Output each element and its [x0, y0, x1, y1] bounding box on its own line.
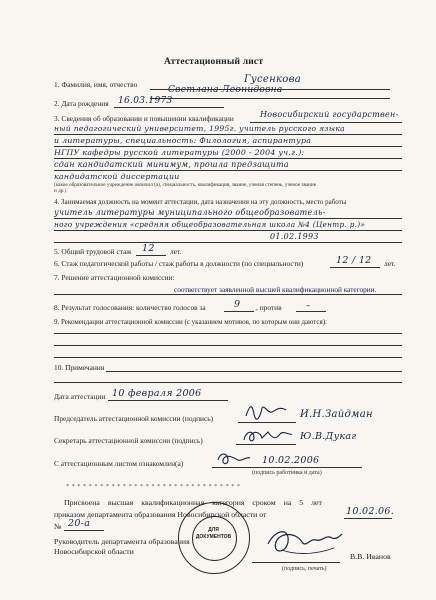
vote-against-label: , против: [256, 303, 282, 312]
secretary-name: Ю.В.Дукаг: [300, 431, 357, 442]
ped-service-label: 6. Стаж педагогической работы / стаж работы в должности (по специальности): [54, 259, 304, 268]
total-service-unit: лет.: [170, 247, 182, 256]
recommend-line-1: [54, 333, 402, 334]
education-label: 3. Сведения об образовании и повышении квалификации: [54, 114, 234, 123]
education-underline-1: [250, 122, 402, 123]
position-underline-1: [54, 218, 402, 219]
notes-label: 10. Примечания: [54, 363, 105, 372]
education-line-6: кандидатской диссертации: [54, 172, 180, 181]
order-number-underline: [64, 530, 104, 531]
name-underline-2: [150, 98, 390, 99]
position-underline-3: [54, 242, 402, 243]
education-line-4: НГПУ кафедры русской литературы (2000 - 2004 уч.г.):: [54, 148, 305, 157]
birth-date-value: 16.03.1973: [118, 96, 173, 106]
education-underline-2: [54, 134, 402, 135]
position-line-2: ного учреждения «средняя общеобразовательная школа №4 (Центр. р.)»: [54, 220, 366, 229]
secretary-label: Секретарь аттестационной комиссии (подпись): [54, 436, 203, 445]
head-signature-underline: [252, 562, 340, 563]
chairman-label: Председатель аттестационной комиссии (подпись): [54, 414, 214, 423]
acquainted-caption: (подпись работника и дата): [252, 470, 322, 476]
seal-caption: (подпись, печать): [282, 566, 327, 572]
acquainted-date: 10.02.2006: [262, 455, 320, 466]
recommend-label: 9. Рекомендации аттестационной комиссии (с указанием мотивов, по которым они даются):: [54, 318, 328, 326]
education-underline-3: [54, 146, 402, 147]
decision-label: 7. Решение аттестационной комиссии:: [54, 273, 175, 282]
position-underline-2: [54, 230, 402, 231]
position-line-1: учитель литературы муниципального общеобразователь-: [54, 208, 326, 217]
acquainted-label: С аттестационным листом ознакомлен(а): [54, 459, 184, 468]
decision-underline: [54, 294, 402, 295]
chairman-underline: [238, 422, 296, 423]
position-label: 4. Занимаемая должность на момент аттестации, дата назначения на эту должность, место работы: [54, 198, 347, 206]
education-line-1: Новосибирский государствен-: [260, 110, 399, 119]
ped-service-unit: лет.: [384, 259, 396, 268]
seal-line-2: ДОКУМЕНТОВ: [195, 534, 232, 540]
recommend-line-3: [54, 357, 402, 358]
vote-against-underline: [296, 311, 326, 312]
order-number-prefix: №: [54, 522, 62, 531]
date-label: Дата аттестации: [54, 392, 106, 401]
order-date: 10.02.06.: [346, 506, 395, 517]
date-value: 10 февраля 2006: [112, 388, 202, 399]
education-line-5: сдан кандидатский минимум, прошла предзащита: [54, 160, 289, 169]
decision-text: соответствует заявленной высшей квалификационной категории.: [174, 285, 377, 294]
education-line-2: ный педагогический университет, 1995г. учитель русского языка: [54, 124, 345, 133]
birth-underline: [114, 107, 224, 108]
education-line-3: и литературы, специальность: Филология, аспирантура: [54, 136, 312, 145]
education-caption: (какое образовательное учреждение окончил (а), специальность, квалификация, звание, ученая степень, ученое звание: [54, 182, 316, 188]
order-date-underline: [344, 518, 392, 519]
order-line-1: Присвоена высшая квалификационная категория сроком на 5 лет: [64, 498, 322, 507]
order-line-2: приказом департамента образования Новосибирской области от: [54, 510, 267, 519]
secretary-signature: [240, 426, 296, 446]
chairman-name: И.Н.Зайдман: [300, 409, 373, 420]
date-underline: [108, 400, 228, 401]
total-service-underline: [136, 255, 166, 256]
head-line-1: Руководитель департамента образования: [54, 537, 190, 546]
chairman-signature: [242, 402, 292, 422]
vote-against-value: –: [306, 301, 311, 311]
vote-for-value: 9: [234, 299, 241, 310]
notes-underline: [106, 371, 402, 372]
given-names-value: Светлана Леонидовна: [168, 85, 283, 95]
document-title: Аттестационный лист: [164, 57, 264, 67]
head-line-2: Новосибирской области: [54, 547, 134, 556]
employee-signature: [214, 450, 254, 468]
recommend-line-2: [54, 345, 402, 346]
secretary-underline: [236, 444, 296, 445]
seal-line-1: ДЛЯ: [208, 527, 219, 533]
education-caption-2: и др.): [54, 188, 67, 194]
birth-label: 2. Дата рождения: [54, 99, 109, 108]
education-underline-4: [54, 158, 402, 159]
total-service-value: 12: [142, 243, 155, 254]
acquainted-underline: [212, 467, 362, 468]
position-line-3: 01.02.1993: [270, 232, 319, 241]
ped-service-value: 12 / 12: [336, 255, 372, 266]
surname-value: Гусенкова: [244, 74, 302, 85]
head-name: В.В. Иванов: [350, 552, 391, 561]
official-seal: [178, 502, 250, 574]
separator-stars: * * * * * * * * * * * * * * * * * * * * * * * * * * * * * * *: [66, 484, 241, 490]
vote-for-underline: [224, 311, 254, 312]
ped-service-underline: [330, 267, 380, 268]
vote-label: 8. Результат голосования: количество голосов за: [54, 303, 206, 312]
total-service-label: 5. Общий трудовой стаж: [54, 247, 132, 256]
education-underline-5: [54, 170, 402, 171]
order-number: 20-а: [68, 518, 91, 529]
name-label: 1. Фамилия, имя, отчество: [54, 80, 138, 89]
notes-underline-2: [54, 382, 402, 383]
seal-center-text: [179, 527, 248, 541]
head-signature: [262, 524, 346, 564]
